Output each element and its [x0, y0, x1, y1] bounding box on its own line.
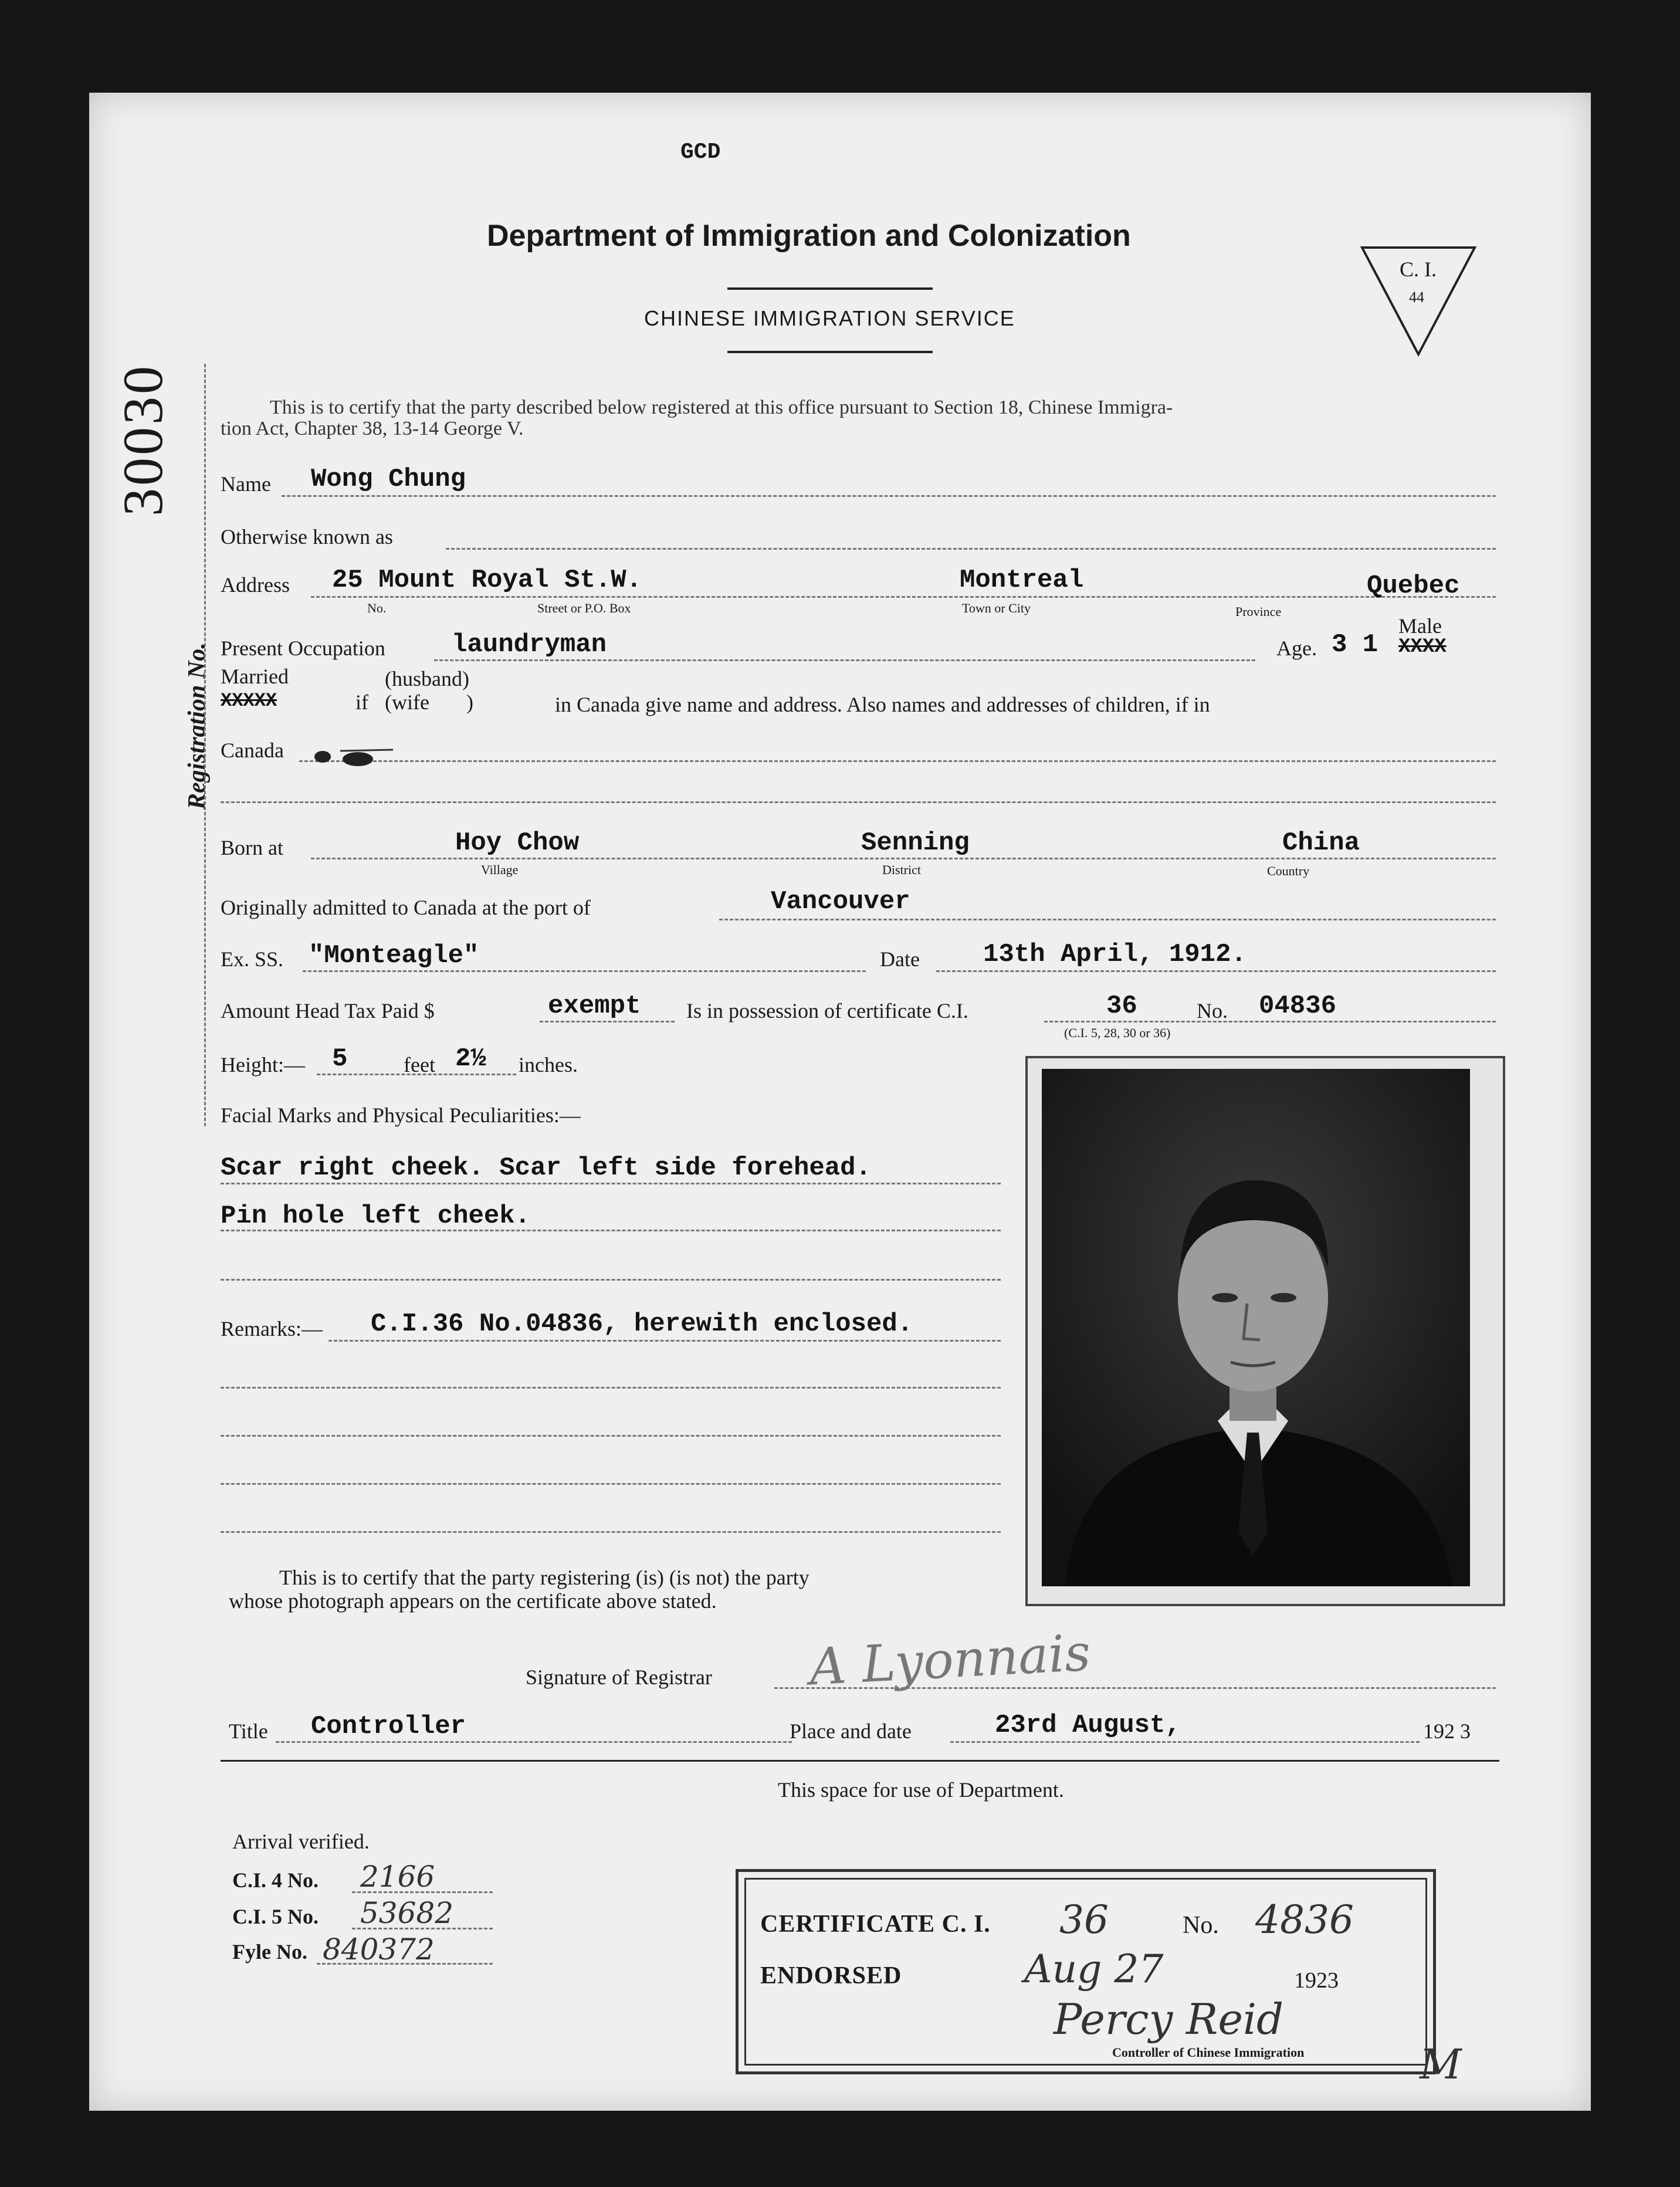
country-caption: Country	[1267, 864, 1310, 878]
registrar-label: Signature of Registrar	[526, 1665, 712, 1689]
born-dots	[311, 858, 1496, 859]
height-inches: 2½	[455, 1044, 486, 1074]
town-caption: Town or City	[962, 601, 1031, 615]
remarks-dots-4	[221, 1483, 1001, 1485]
marks-dots-3	[221, 1279, 1001, 1281]
date-value: 13th April, 1912.	[983, 940, 1247, 969]
service-title: CHINESE IMMIGRATION SERVICE	[644, 306, 1015, 330]
sex-struck: XXXX	[1398, 636, 1447, 658]
arrival-label: Arrival verified.	[232, 1830, 370, 1853]
ship-dots	[303, 970, 866, 972]
remarks-value: C.I.36 No.04836, herewith enclosed.	[371, 1309, 913, 1339]
department-title: Department of Immigration and Colonization	[487, 219, 1131, 253]
ink-smudge	[293, 739, 411, 774]
otherwise-dots	[446, 548, 1496, 550]
title-dots	[276, 1741, 792, 1743]
canada-label: Canada	[221, 739, 284, 762]
remarks-label: Remarks:—	[221, 1317, 323, 1340]
stamp-no-label: No.	[1183, 1912, 1219, 1939]
height-label: Height:—	[221, 1053, 305, 1076]
fyle-dots	[317, 1963, 493, 1965]
signature-rule	[221, 1760, 1499, 1762]
intro-line-1: This is to certify that the party described below registered at this office pursuant to Section 18, Chinese Immigra-	[270, 397, 1173, 418]
registration-label: Registration No.	[184, 642, 211, 810]
cert-dots	[1044, 1021, 1496, 1023]
otherwise-label: Otherwise known as	[221, 525, 393, 549]
stamp-endorsed-label: ENDORSED	[760, 1962, 902, 1989]
registrar-signature: A Lyonnais	[808, 1623, 1092, 1697]
stamp-endorsed-value: Aug 27	[1024, 1946, 1164, 1992]
name-dots	[282, 495, 1496, 497]
remarks-dots-3	[221, 1435, 1001, 1437]
sex-label: Male	[1398, 614, 1442, 638]
canada-dots-2	[221, 801, 1496, 803]
canada-dots-1	[299, 760, 1496, 762]
header-rule-bottom	[727, 351, 933, 353]
age-value: 3 1	[1332, 630, 1378, 659]
fyle-label: Fyle No.	[232, 1940, 307, 1963]
port-dots	[719, 919, 1496, 920]
department-space: This space for use of Department.	[778, 1778, 1064, 1802]
tax-label: Amount Head Tax Paid $	[221, 999, 435, 1023]
title-label: Title	[229, 1719, 268, 1743]
certify-line-2: whose photograph appears on the certificate above stated.	[229, 1589, 717, 1613]
address-dots	[311, 596, 1496, 598]
stamp-certificate-label: CERTIFICATE C. I.	[760, 1911, 991, 1938]
header-rule-top	[727, 287, 933, 290]
village-caption: Village	[481, 862, 519, 877]
born-district-value: Senning	[861, 828, 970, 858]
marks-label: Facial Marks and Physical Peculiarities:—	[221, 1103, 581, 1127]
wife-label: (wife )	[385, 690, 473, 714]
occupation-dots	[434, 659, 1255, 661]
stamp-controller: Controller of Chinese Immigration	[1112, 2045, 1305, 2060]
married-label: Married	[221, 665, 289, 688]
possession-label: Is in possession of certificate C.I.	[686, 999, 968, 1023]
port-value: Vancouver	[771, 887, 910, 916]
marks-line-1: Scar right cheek. Scar left side forehead.	[221, 1153, 871, 1183]
stamp-signature: Percy Reid	[1054, 1995, 1284, 2044]
inches-label: inches.	[519, 1053, 578, 1076]
district-caption: District	[882, 862, 921, 877]
remarks-dots-2	[221, 1387, 1001, 1389]
no-caption: No.	[367, 601, 387, 615]
stamp-ci-value: 36	[1059, 1897, 1109, 1942]
registration-number: 30030	[111, 364, 174, 516]
ci4-value: 2166	[360, 1860, 435, 1894]
date-dots	[936, 970, 1496, 972]
title-value: Controller	[311, 1712, 466, 1741]
ci4-dots	[352, 1891, 493, 1893]
ci5-label: C.I. 5 No.	[232, 1905, 319, 1928]
ship-label: Ex. SS.	[221, 947, 284, 971]
born-village-value: Hoy Chow	[455, 828, 580, 858]
occupation-label: Present Occupation	[221, 637, 385, 660]
place-dots	[950, 1741, 1420, 1743]
street-caption: Street or P.O. Box	[537, 601, 631, 615]
marks-dots-1	[221, 1183, 1001, 1184]
registration-dotted-line	[204, 364, 206, 1126]
born-label: Born at	[221, 836, 283, 859]
ci5-dots	[352, 1928, 493, 1929]
age-label: Age.	[1276, 637, 1317, 660]
date-label: Date	[880, 947, 920, 971]
name-value: Wong Chung	[311, 465, 466, 494]
if-label: if	[355, 690, 368, 714]
marks-dots-2	[221, 1230, 1001, 1231]
fyle-value: 840372	[323, 1932, 435, 1966]
stamp-no-value: 4836	[1255, 1897, 1354, 1942]
office-code: GCD	[680, 140, 721, 165]
ship-value: "Monteagle"	[309, 941, 479, 970]
address-label: Address	[221, 573, 290, 597]
address-province-value: Quebec	[1367, 571, 1460, 601]
address-city-value: Montreal	[960, 566, 1084, 595]
cert-no-label: No.	[1197, 999, 1228, 1023]
address-street-value: 25 Mount Royal St.W.	[332, 566, 642, 595]
stamp-year: 1923	[1294, 1968, 1339, 1993]
remarks-dots-1	[328, 1340, 1001, 1342]
born-country-value: China	[1282, 828, 1360, 858]
canada-instructions: in Canada give name and address. Also names and addresses of children, if in	[555, 693, 1210, 716]
province-caption: Province	[1235, 604, 1282, 619]
cert-ci-value: 36	[1106, 991, 1137, 1021]
place-value: 23rd August,	[995, 1711, 1181, 1740]
occupation-value: laundryman	[452, 630, 607, 659]
ci5-value: 53682	[360, 1896, 454, 1930]
port-label: Originally admitted to Canada at the port of	[221, 896, 591, 919]
remarks-dots-5	[221, 1531, 1001, 1533]
cert-caption: (C.I. 5, 28, 30 or 36)	[1064, 1025, 1171, 1040]
ci4-label: C.I. 4 No.	[232, 1868, 319, 1892]
form-id-line2: 44	[1409, 289, 1424, 306]
intro-line-2: tion Act, Chapter 38, 13-14 George V.	[221, 418, 524, 439]
place-label: Place and date	[790, 1719, 912, 1743]
margin-note: M	[1420, 2040, 1462, 2088]
certify-line-1: This is to certify that the party registering (is) (is not) the party	[279, 1566, 809, 1589]
feet-label: feet	[404, 1053, 435, 1076]
marks-line-2: Pin hole left cheek.	[221, 1201, 531, 1231]
tax-value: exempt	[548, 991, 641, 1021]
height-feet: 5	[332, 1044, 348, 1074]
name-label: Name	[221, 472, 271, 496]
tax-dots	[540, 1021, 675, 1023]
year-value: 192 3	[1423, 1719, 1471, 1743]
height-dots	[317, 1074, 516, 1075]
portrait-photo	[1042, 1069, 1470, 1586]
form-id-line1: C. I.	[1400, 258, 1437, 281]
married-struck: XXXXX	[221, 690, 277, 712]
husband-label: (husband)	[385, 667, 469, 690]
cert-no-value: 04836	[1259, 991, 1337, 1021]
